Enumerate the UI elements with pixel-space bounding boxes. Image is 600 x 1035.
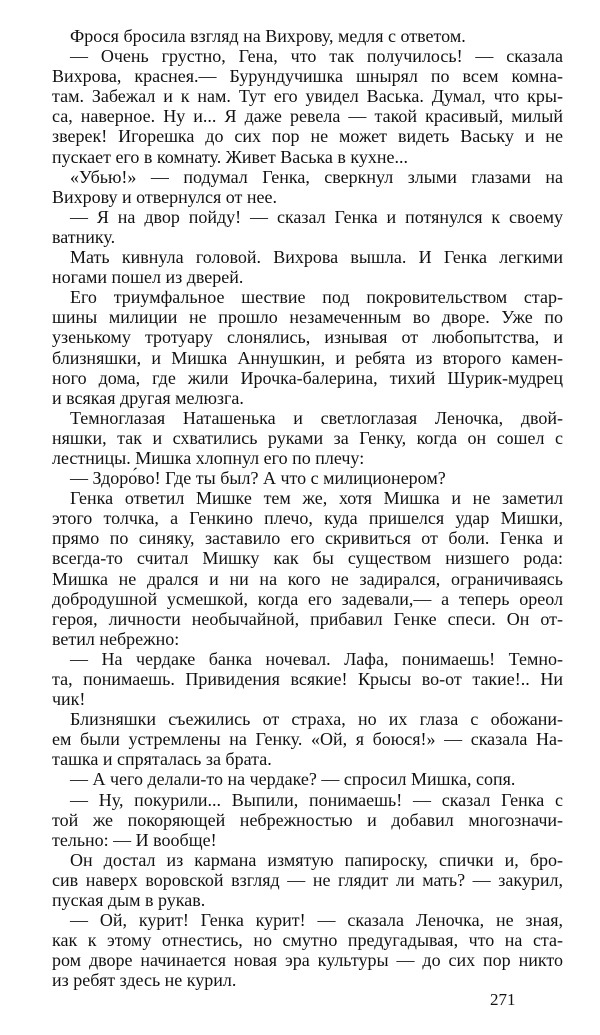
text-line: ватнику. (52, 226, 116, 247)
text-line: пускает его в комнату. Живет Васька в кухне... (52, 146, 409, 167)
page-number: 271 (490, 990, 516, 1009)
text-line: Близняшки съежились от страха, но их глаза с обожани- (70, 709, 563, 730)
text-line: тельно: — И вообще! (52, 829, 217, 850)
text-line: прямо по синяку, заставило его скривиться от боли. Генка и (52, 528, 563, 549)
paragraph (52, 287, 563, 408)
text-line: пуская дым в рукав. (52, 890, 206, 911)
text-line: Мать кивнула головой. Вихрова вышла. И Генка легкими (70, 247, 563, 268)
paragraph (52, 790, 563, 850)
text-line: Фрося бросила взгляд на Вихрову, медля с ответом. (70, 26, 466, 46)
text-line: всегда-то считал Мишку как бы существом низшего рода: (52, 548, 563, 569)
text-line: узенькому тротуару слонялись, изнывая от любопытства, и (52, 327, 563, 348)
paragraph (52, 207, 563, 247)
text-line: — Очень грустно, Гена, что так получилось! — сказала (70, 46, 563, 67)
text-line: Он достал из кармана измятую папироску, спички и, бро- (70, 849, 563, 870)
text-line: ем были устремлены на Генку. «Ой, я боюся!» — сказала На- (52, 729, 563, 750)
paragraph (52, 850, 563, 910)
text-line: Его триумфальное шествие под покровительством стар- (70, 287, 563, 308)
paragraph (52, 468, 563, 488)
paragraph (52, 709, 563, 769)
text-line: та, понимаешь. Привидения всякие! Крысы во-от такие!.. Ни (52, 669, 563, 689)
text-line: этого толчка, а Генкино плечо, куда пришелся удар Мишки, (52, 508, 563, 529)
text-line: Темноглазая Наташенька и светлоглазая Леночка, двой- (70, 407, 563, 428)
text-line: Вихрова, краснея.— Бурундучишка шнырял по всем комна- (52, 66, 563, 87)
text-line: — Здоро́во! Где ты был? А что с милиционером? (70, 468, 446, 489)
text-line: зверек! Игорешка до сих пор не может видеть Ваську и не (52, 126, 563, 147)
text-line: героя, личности необычайной, прибавил Генке спеси. Он от- (52, 608, 563, 629)
text-line: — Ой, курит! Генка курит! — сказала Леночка, не зная, (70, 910, 563, 931)
text-line: сив наверх воровской взгляд — не глядит ли мать? — закурил, (52, 869, 563, 890)
text-line: и всякая другая мелюзга. (52, 387, 244, 408)
paragraph (52, 26, 563, 46)
paragraph (52, 46, 563, 167)
text-line: Генка ответил Мишке тем же, хотя Мишка и не заметил (70, 488, 563, 509)
paragraph (52, 408, 563, 468)
text-line: — На чердаке банка ночевал. Лафа, понимаешь! Темно- (70, 648, 563, 669)
text-line: няшки, так и схватились руками за Генку, когда он сошел с (52, 427, 563, 448)
paragraph (52, 247, 563, 287)
text-line: как к этому отнестись, но смутно предугадывая, что на ста- (52, 930, 563, 951)
text-line: той же покоряющей небрежностью и добавил многозначи- (52, 809, 563, 830)
text-line: из ребят здесь не курил. (52, 970, 237, 991)
text-line: ром дворе начинается новая эра культуры — до сих пор никто (52, 950, 563, 971)
paragraph (52, 910, 563, 990)
text-line: ташка и спряталась за брата. (52, 749, 272, 770)
text-line: — Ну, покурили... Выпили, понимаешь! — сказал Генка с (70, 789, 563, 810)
paragraph (52, 488, 563, 649)
text-line: там. Забежал и к нам. Тут его увидел Васька. Думал, что кры- (52, 86, 563, 107)
text-line: Мишка не дрался и ни на кого не задирался, ограничиваясь (52, 568, 563, 589)
text-line: шины милиции не прошло незамеченным во дворе. Уже по (52, 307, 563, 328)
text-line: ного дома, где жили Ирочка-балерина, тихий Шурик-мудрец (52, 367, 563, 388)
text-line: ногами пошел из дверей. (52, 267, 244, 288)
text-line: близняшки, и Мишка Аннушкин, и ребята из второго камен- (52, 347, 563, 368)
paragraph (52, 167, 563, 207)
text-line: — А чего делали-то на чердаке? — спросил Мишка, сопя. (70, 769, 516, 790)
text-line: — Я на двор пойду! — сказал Генка и потянулся к своему (70, 206, 563, 227)
text-line: чик! (52, 689, 86, 710)
page-body-text (52, 26, 563, 991)
text-line: лестницы. Мишка хлопнул его по плечу: (52, 447, 365, 468)
text-line: са, наверное. Ну и... Я даже ревела — такой красивый, милый (52, 106, 563, 127)
text-line: Вихрову и отвернулся от нее. (52, 186, 277, 207)
text-line: добродушной усмешкой, когда его задевали,— а теперь ореол (52, 588, 563, 609)
text-line: ветил небрежно: (52, 628, 180, 649)
paragraph (52, 649, 563, 709)
paragraph (52, 769, 563, 789)
text-line: «Убью!» — подумал Генка, сверкнул злыми глазами на (70, 166, 563, 187)
